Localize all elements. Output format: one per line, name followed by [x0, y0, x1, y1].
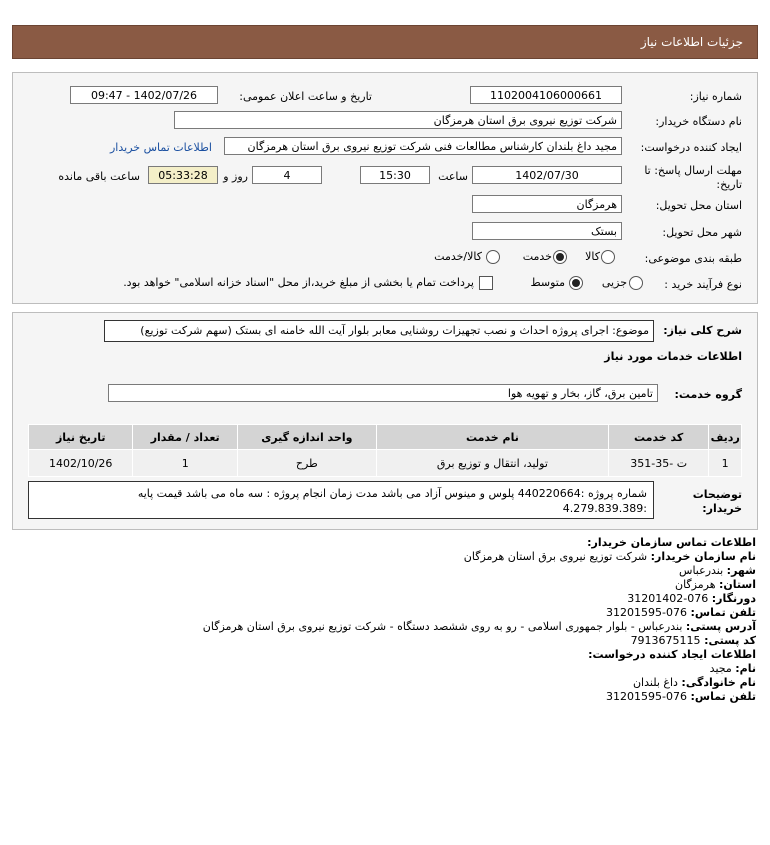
province-field: هرمزگان [472, 195, 622, 213]
buyer-org-label: نام دستگاه خریدار: [655, 115, 742, 128]
category-option-service: خدمت [522, 250, 552, 263]
org-address-line [203, 620, 756, 634]
org-address-label: آدرس پستی: [685, 620, 756, 633]
cell-need-date: 1402/10/26 [29, 450, 133, 477]
category-radio-service[interactable] [553, 250, 567, 264]
cell-service-name: تولید، انتقال و توزیع برق [376, 450, 608, 477]
creator-phone-line [606, 690, 756, 704]
org-postal-label: کد پستی: [704, 634, 756, 647]
creator-label: ایجاد کننده درخواست: [640, 141, 742, 154]
table-row [29, 450, 742, 477]
treasury-checkbox[interactable] [479, 276, 493, 290]
org-province-line [675, 578, 756, 592]
category-radio-goods[interactable] [601, 250, 615, 264]
need-number-label: شماره نیاز: [689, 90, 742, 103]
column-header-service-code: کد خدمت [608, 425, 708, 450]
org-postal-line [631, 634, 756, 648]
deadline-time-label: ساعت [438, 170, 468, 183]
org-phone-line [606, 606, 756, 620]
org-fax-label: دورنگار: [711, 592, 756, 605]
org-city-line [679, 564, 756, 578]
column-header-need-date: تاریخ نیاز [29, 425, 133, 450]
services-section-title: اطلاعات خدمات مورد نیاز [604, 350, 742, 363]
announce-field: 1402/07/26 - 09:47 [70, 86, 218, 104]
service-group-field: تامین برق، گاز، بخار و تهویه هوا [108, 384, 658, 402]
org-contact-title: اطلاعات تماس سازمان خریدار: [587, 536, 756, 549]
process-radio-minor[interactable] [629, 276, 643, 290]
cell-row-number: 1 [709, 450, 742, 477]
deadline-label-1: مهلت ارسال پاسخ: تا [644, 164, 742, 177]
creator-last-name-label: نام خانوادگی: [681, 676, 756, 689]
org-name-label: نام سازمان خریدار: [650, 550, 756, 563]
org-phone-label: تلفن تماس: [690, 606, 756, 619]
process-option-minor: جزیی [601, 276, 627, 289]
service-group-label: گروه خدمت: [674, 388, 742, 401]
remaining-label: ساعت باقی مانده [58, 170, 140, 183]
org-province-value: هرمزگان [675, 578, 716, 591]
city-label: شهر محل تحویل: [662, 226, 742, 239]
creator-first-name-line [710, 662, 756, 676]
buyer-notes-line-1: شماره پروژه :440220664 پلوس و مینوس آزاد می باشد مدت زمان انجام پروژه : سه ماه می باشد قیمت پایه [137, 487, 647, 500]
buyer-notes-box [28, 481, 654, 519]
category-radio-goods-service[interactable] [486, 250, 500, 264]
payment-note: پرداخت تمام یا بخشی از مبلغ خرید،از محل "اسناد خزانه اسلامی" خواهد بود. [123, 276, 474, 289]
page-header [12, 25, 758, 59]
org-postal-value: 7913675115 [630, 634, 701, 647]
days-field: 4 [252, 166, 322, 184]
category-option-goods: کالا [585, 250, 600, 263]
creator-contact-title: اطلاعات ایجاد کننده درخواست: [588, 648, 756, 661]
table-header-row [29, 425, 742, 450]
deadline-date-field: 1402/07/30 [472, 166, 622, 184]
buyer-org-field: شرکت توزیع نیروی برق استان هرمزگان [174, 111, 622, 129]
province-label: استان محل تحویل: [655, 199, 742, 212]
creator-first-name-label: نام: [735, 662, 756, 675]
creator-first-name-value: مجید [709, 662, 732, 675]
column-header-row-number: ردیف [709, 425, 742, 450]
creator-phone-value: 076-31201595 [606, 690, 688, 703]
remaining-time-field: 05:33:28 [148, 166, 218, 184]
deadline-time-field: 15:30 [360, 166, 430, 184]
creator-phone-label: تلفن تماس: [690, 690, 756, 703]
need-number-field: 1102004106000661 [470, 86, 622, 104]
buyer-notes-line-2: :4.279.839.389 [562, 502, 647, 515]
org-name-value: شرکت توزیع نیروی برق استان هرمزگان [463, 550, 648, 563]
org-name-line [464, 550, 756, 564]
info-panel [12, 72, 758, 304]
process-option-medium: متوسط [530, 276, 565, 289]
category-label: طبقه بندی موضوعی: [644, 252, 742, 265]
creator-field: مجید داغ بلندان کارشناس مطالعات فنی شرکت توزیع نیروی برق استان هرمزگان [224, 137, 622, 155]
org-address-value: بندرعباس - بلوار جمهوری اسلامی - رو به روی ششصد دستگاه - شرکت توزیع نیروی برق استان هرمزگان [202, 620, 683, 633]
column-header-unit: واحد اندازه گیری [237, 425, 376, 450]
buyer-notes-label-2: خریدار: [702, 502, 742, 515]
org-city-value: بندرعباس [679, 564, 724, 577]
cell-unit: طرح [237, 450, 376, 477]
services-table [28, 424, 742, 477]
creator-last-name-line [633, 676, 756, 690]
creator-last-name-value: داغ بلندان [632, 676, 678, 689]
process-label: نوع فرآیند خرید : [664, 278, 742, 291]
category-option-goods-service: کالا/خدمت [434, 250, 482, 263]
cell-service-code: ت -35-351 [608, 450, 708, 477]
buyer-notes-label-1: توضیحات [692, 488, 742, 501]
announce-label: تاریخ و ساعت اعلان عمومی: [239, 90, 372, 103]
buyer-contact-link[interactable]: اطلاعات تماس خریدار [110, 141, 212, 154]
page-title: جزئیات اطلاعات نیاز [640, 35, 743, 49]
org-phone-value: 076-31201595 [606, 606, 688, 619]
process-radio-medium[interactable] [569, 276, 583, 290]
days-label: روز و [223, 170, 248, 183]
org-city-label: شهر: [726, 564, 756, 577]
column-header-quantity: تعداد / مقدار [133, 425, 237, 450]
column-header-service-name: نام خدمت [376, 425, 608, 450]
cell-quantity: 1 [133, 450, 237, 477]
city-field: بستک [472, 222, 622, 240]
summary-label: شرح کلی نیاز: [663, 324, 742, 337]
org-fax-line [627, 592, 756, 606]
org-fax-value: 076-31201402 [627, 592, 709, 605]
org-province-label: استان: [719, 578, 756, 591]
deadline-label-2: تاریخ: [716, 178, 742, 191]
summary-field: موضوع: اجرای پروژه احداث و نصب تجهیزات روشنایی معابر بلوار آیت الله خامنه ای بستک (سهم شرکت توزیع) [104, 320, 654, 342]
